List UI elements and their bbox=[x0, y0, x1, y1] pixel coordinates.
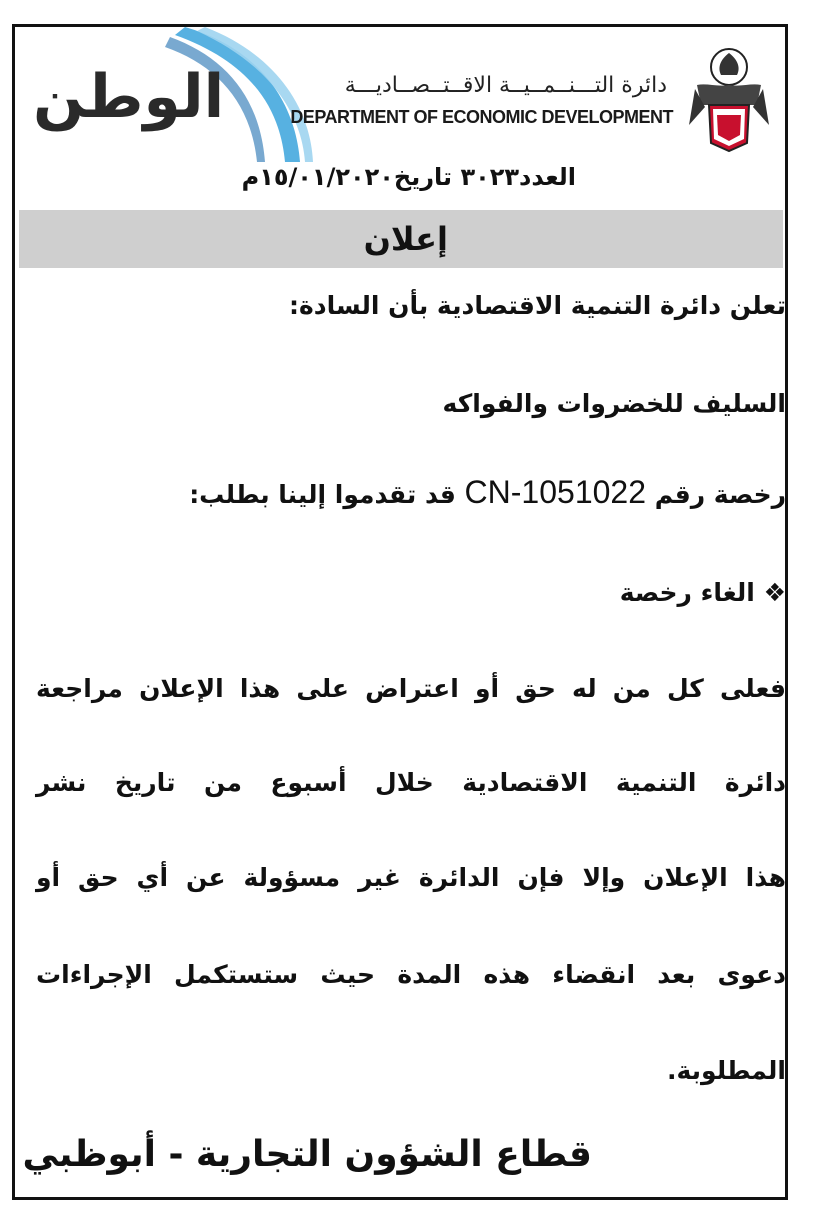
announcement-title: إعلان bbox=[363, 220, 448, 258]
license-line bbox=[189, 474, 786, 511]
license-prefix: رخصة رقم bbox=[654, 480, 786, 509]
newspaper-logo: الوطن bbox=[33, 62, 225, 132]
license-suffix: قد تقدموا إلينا بطلب: bbox=[189, 480, 456, 509]
paragraph-line-4: دعوى بعد انقضاء هذه المدة حيث ستستكمل الإجراءات bbox=[36, 960, 786, 989]
title-bar bbox=[19, 210, 783, 268]
issue-number-date: العدد٣٠٢٣ تاريخ١٥/٠١/٢٠٢٠م bbox=[241, 163, 576, 191]
announcement-frame bbox=[12, 24, 788, 1200]
paragraph-line-2: دائرة التنمية الاقتصادية خلال أسبوع من تاريخ نشر bbox=[36, 768, 786, 797]
paragraph-line-1: فعلى كل من له حق أو اعتراض على هذا الإعلان مراجعة bbox=[36, 674, 786, 703]
company-name: السليف للخضروات والفواكه bbox=[442, 389, 786, 418]
request-item: ❖ الغاء رخصة bbox=[619, 578, 786, 607]
license-number: CN-1051022 bbox=[464, 474, 646, 510]
department-name-arabic: دائرة التـــنــمــيــة الاقــتــصــاديـــة bbox=[344, 73, 667, 98]
issuer-signature: قطاع الشؤون التجارية - أبوظبي bbox=[22, 1134, 592, 1175]
abu-dhabi-falcon-emblem-icon bbox=[687, 45, 771, 153]
intro-line: تعلن دائرة التنمية الاقتصادية بأن السادة: bbox=[289, 291, 786, 320]
paragraph-line-5: المطلوبة. bbox=[667, 1056, 786, 1085]
header bbox=[15, 27, 785, 162]
department-name-english: DEPARTMENT OF ECONOMIC DEVELOPMENT bbox=[290, 107, 673, 127]
paragraph-line-3: هذا الإعلان وإلا فإن الدائرة غير مسؤولة عن أي حق أو bbox=[36, 863, 786, 892]
